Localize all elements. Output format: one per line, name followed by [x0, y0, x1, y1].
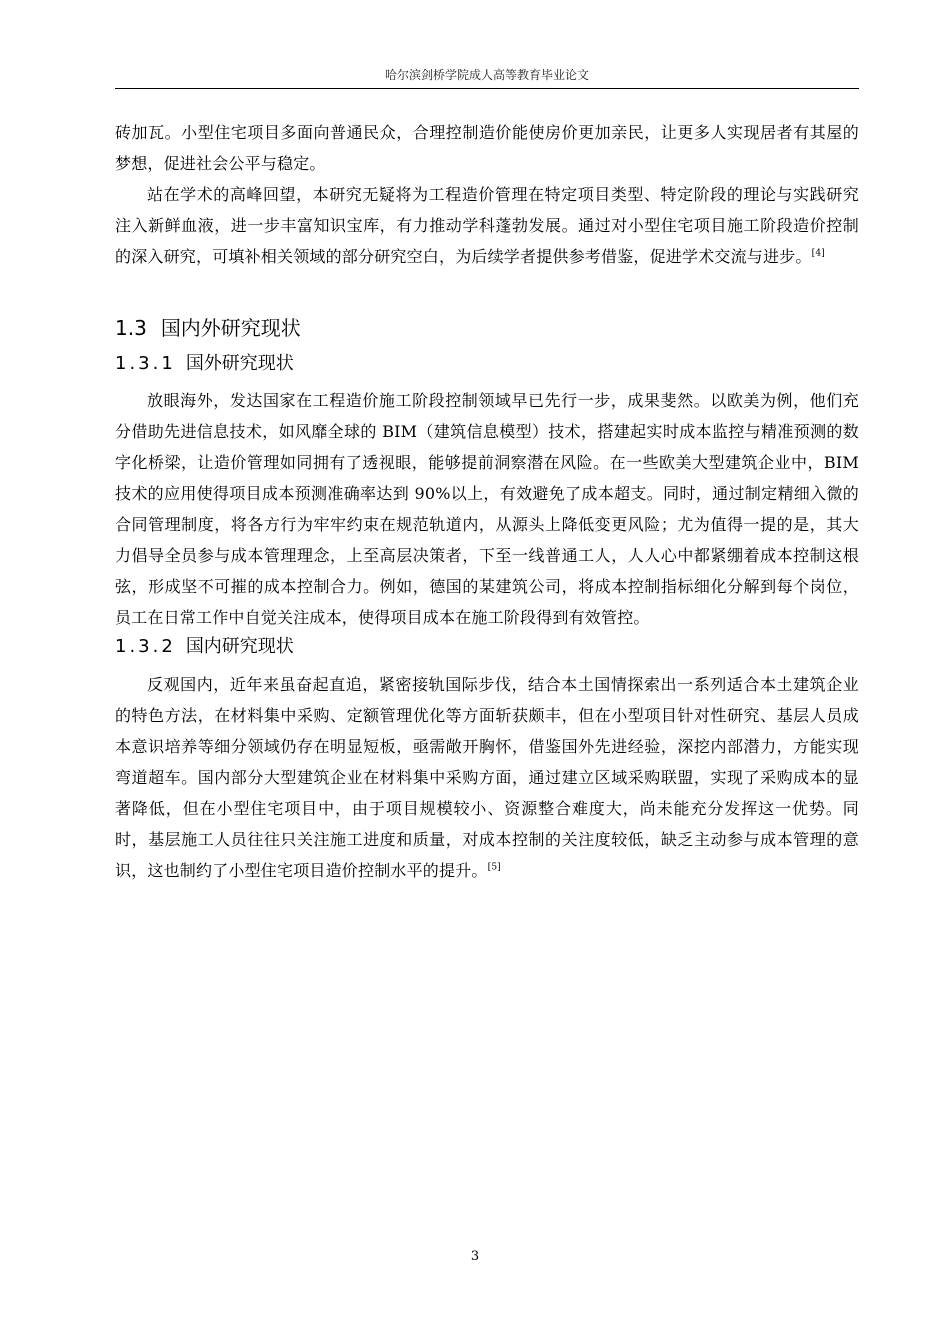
page-body [115, 117, 859, 886]
page-number: 3 [470, 1249, 480, 1264]
paragraph [115, 385, 859, 633]
subsection-title: 国外研究现状 [185, 353, 294, 374]
subsection-heading [115, 350, 859, 378]
subsection-title: 国内研究现状 [185, 636, 294, 657]
section-heading [115, 314, 859, 342]
paragraph [115, 179, 859, 272]
paragraph [115, 117, 859, 179]
citation: [5] [487, 862, 501, 873]
paragraph-text: 放眼海外，发达国家在工程造价施工阶段控制领域早已先行一步，成果斐然。以欧美为例，他们充分借助先进信息技术，如风靡全球的 BIM（建筑信息模型）技术，搭建起实时成本监控与精准预测的数字化桥梁，让造价管理如同拥有了透视眼，能够提前洞察潜在风险。在一些欧美大型建筑企业中，BIM 技术的应用使得项目成本预测准确率达到 90%以上，有效避免了成本超支。同时，通过制定精细入微的合同管理制度，将各方行为牢牢约束在规范轨道内，从源头上降低变更风险；尤为值得一提的是，其大力倡导全员参与成本管理理念，上至高层决策者，下至一线普通工人，人人心中都紧绷着成本控制这根弦，形成坚不可摧的成本控制合力。例如，德国的某建筑公司，将成本控制指标细化分解到每个岗位，员工在日常工作中自觉关注成本，使得项目成本在施工阶段得到有效管控。 [115, 391, 859, 627]
paragraph-text: 砖加瓦。小型住宅项目多面向普通民众，合理控制造价能使房价更加亲民，让更多人实现居者有其屋的梦想，促进社会公平与稳定。 [115, 123, 859, 173]
paragraph-text: 站在学术的高峰回望，本研究无疑将为工程造价管理在特定项目类型、特定阶段的理论与实践研究注入新鲜血液，进一步丰富知识宝库，有力推动学科蓬勃发展。通过对小型住宅项目施工阶段造价控制的深入研究，可填补相关领域的部分研究空白，为后续学者提供参考借鉴，促进学术交流与进步。 [115, 185, 859, 266]
subsection-number: 1.3.2 [115, 636, 176, 657]
subsection-heading [115, 633, 859, 661]
paragraph [115, 669, 859, 886]
header-divider [115, 88, 859, 89]
subsection-number: 1.3.1 [115, 353, 176, 374]
paragraph-text: 反观国内，近年来虽奋起直追，紧密接轨国际步伐，结合本土国情探索出一系列适合本土建筑企业的特色方法，在材料集中采购、定额管理优化等方面斩获颇丰，但在小型项目针对性研究、基层人员成本意识培养等细分领域仍存在明显短板，亟需敞开胸怀，借鉴国外先进经验，深挖内部潜力，方能实现弯道超车。国内部分大型建筑企业在材料集中采购方面，通过建立区域采购联盟，实现了采购成本的显著降低，但在小型住宅项目中，由于项目规模较小、资源整合难度大，尚未能充分发挥这一优势。同时，基层施工人员往往只关注施工进度和质量，对成本控制的关注度较低，缺乏主动参与成本管理的意识，这也制约了小型住宅项目造价控制水平的提升。 [115, 675, 859, 880]
section-number: 1.3 [115, 316, 147, 340]
citation: [4] [811, 248, 825, 259]
section-title: 国内外研究现状 [160, 316, 301, 340]
running-header: 哈尔滨剑桥学院成人高等教育毕业论文 [384, 68, 589, 82]
